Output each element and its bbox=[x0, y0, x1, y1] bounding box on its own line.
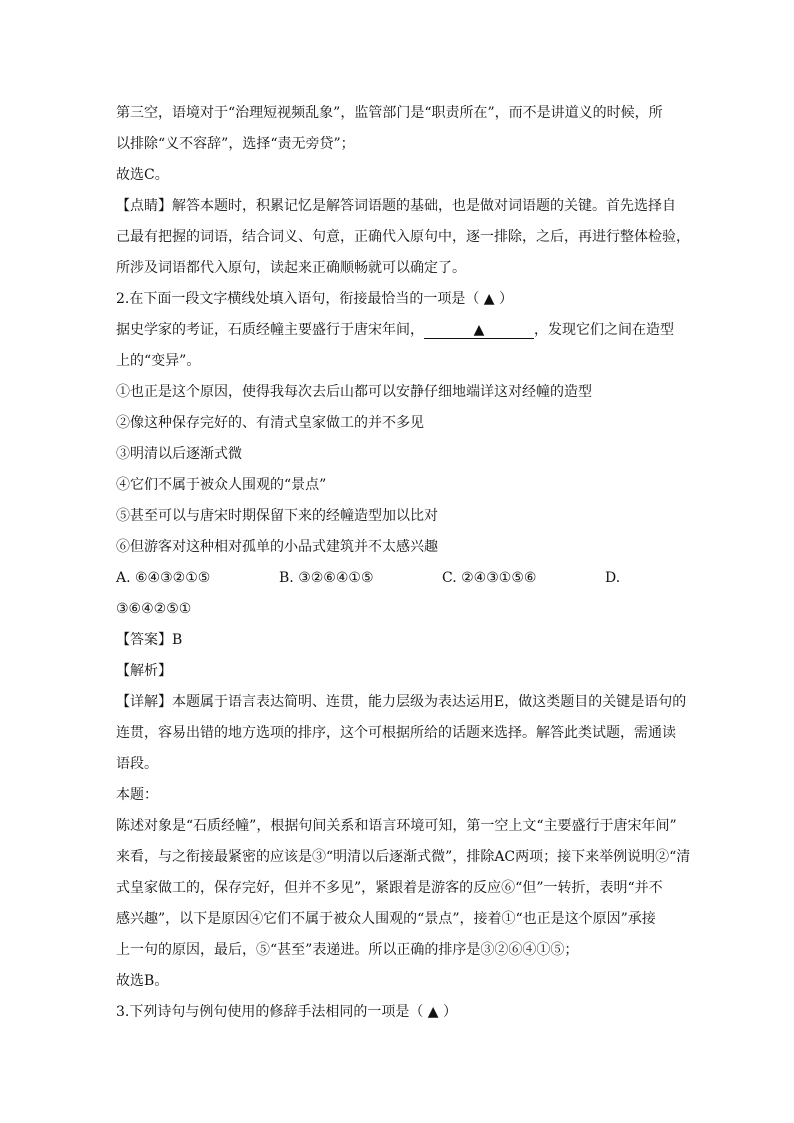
sentence-item-1: ①也正是这个原因，使得我每次去后山都可以安静仔细地端详这对经幢的造型 bbox=[116, 384, 592, 400]
option-b: B. ③②⑥④①⑤ bbox=[279, 570, 374, 586]
sentence-item-6: ⑥但游客对这种相对孤单的小品式建筑并不太感兴趣 bbox=[116, 539, 438, 555]
tip-line: 所涉及词语都代入原句，读起来正确顺畅就可以确定了。 bbox=[116, 260, 466, 276]
options-row bbox=[116, 568, 676, 588]
explain-line: 上一句的原因，最后，⑤“甚至”表递进。所以正确的排序是③②⑥④①⑤； bbox=[116, 942, 579, 958]
explain-line: 式皇家做工的，保存完好，但并不多见”，紧跟着是游客的反应⑥“但”一转折，表明“并不 bbox=[116, 880, 663, 896]
detail-line: 【详解】本题属于语言表达简明、连贯，能力层级为表达运用E，做这类题目的关键是语句的 bbox=[116, 694, 687, 710]
passage-line-2: 上的“变异”。 bbox=[116, 353, 201, 369]
passage-start: 据史学家的考证，石质经幢主要盛行于唐宋年间， bbox=[116, 322, 424, 338]
detail-line: 语段。 bbox=[116, 756, 158, 772]
question-3-stem: 3.下列诗句与例句使用的修辞手法相同的一项是（ ▲ ） bbox=[116, 1004, 458, 1020]
conclusion-line: 故选B。 bbox=[116, 973, 169, 989]
question-2-stem: 2.在下面一段文字横线处填入语句，衔接最恰当的一项是（ ▲ ） bbox=[116, 291, 514, 307]
sentence-item-5: ⑤甚至可以与唐宋时期保留下来的经幢造型加以比对 bbox=[116, 508, 438, 524]
sentence-item-4: ④它们不属于被众人围观的“景点” bbox=[116, 477, 327, 493]
passage-line bbox=[116, 320, 676, 340]
text-line: 第三空，语境对于“治理短视频乱象”，监管部门是“职责所在”，而不是讲道义的时候，所 bbox=[116, 105, 663, 121]
option-a: A. ⑥④③②①⑤ bbox=[116, 570, 211, 586]
explain-line: 来看，与之衔接最紧密的应该是③“明清以后逐渐式微”，排除AC两项；接下来举例说明②“清 bbox=[116, 849, 691, 865]
text-line: 以排除“义不容辞”，选择“责无旁贷”； bbox=[116, 136, 355, 152]
option-d-continued: ③⑥④②⑤① bbox=[116, 601, 192, 617]
detail-line: 连贯，容易出错的地方选项的排序，这个可根据所给的话题来选择。解答此类试题，需通读 bbox=[116, 725, 676, 741]
explain-line: 陈述对象是“石质经幢”，根据句间关系和语言环境可知，第一空上文“主要盛行于唐宋年间” bbox=[116, 818, 677, 834]
conclusion-line: 故选C。 bbox=[116, 167, 169, 183]
page-content bbox=[116, 103, 691, 1033]
passage-end: ，发现它们之间在造型 bbox=[534, 322, 674, 338]
sentence-item-3: ③明清以后逐渐式微 bbox=[116, 446, 242, 462]
option-c: C. ②④③①⑤⑥ bbox=[442, 570, 537, 586]
sentence-item-2: ②像这种保存完好的、有清式皇家做工的并不多见 bbox=[116, 415, 424, 431]
answer-line: 【答案】B bbox=[116, 632, 183, 648]
explain-line: 感兴趣”，以下是原因④它们不属于被众人围观的“景点”，接着①“也正是这个原因”承接 bbox=[116, 911, 656, 927]
tip-line: 己最有把握的词语，结合词义、句意，正确代入原句中，逐一排除，之后，再进行整体检验， bbox=[116, 229, 690, 245]
analysis-title: 【解析】 bbox=[116, 663, 172, 679]
option-d: D. bbox=[605, 570, 621, 586]
benti-label: 本题： bbox=[116, 787, 158, 803]
fill-blank: ▲ bbox=[424, 322, 534, 339]
tip-line: 【点睛】解答本题时，积累记忆是解答词语题的基础，也是做对词语题的关键。首先选择自 bbox=[116, 198, 676, 214]
